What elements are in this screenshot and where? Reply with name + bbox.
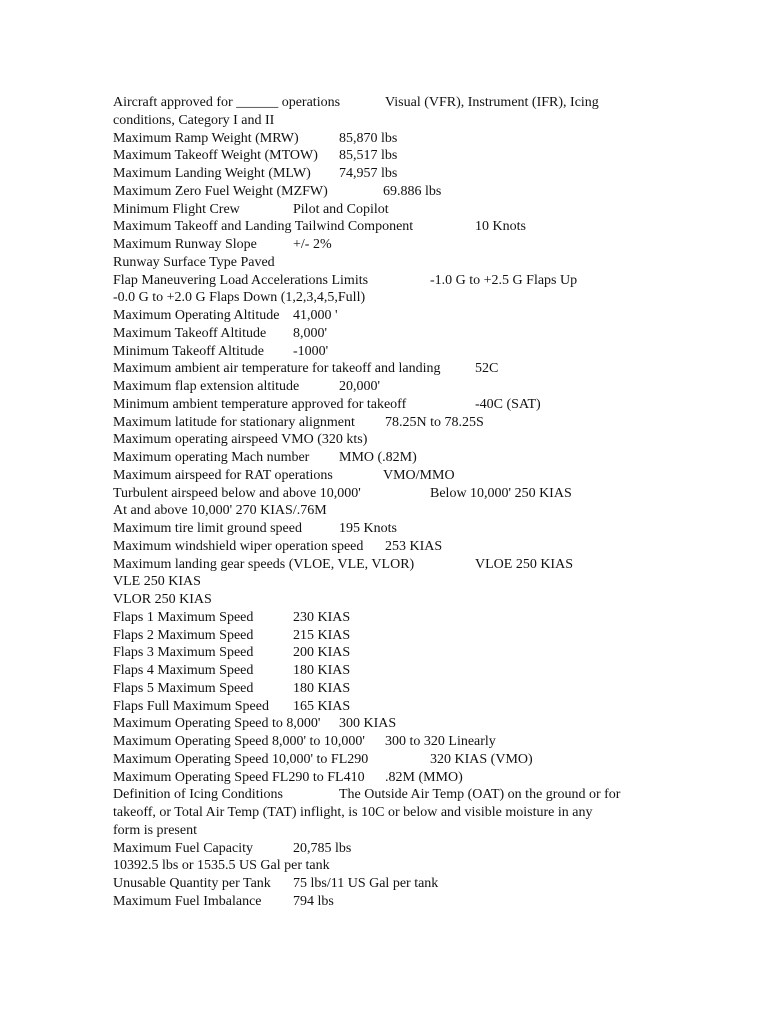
line-label: Maximum flap extension altitude: [113, 379, 300, 394]
document-line: [113, 449, 643, 467]
line-value: 10 Knots: [475, 219, 526, 235]
line-label: At and above 10,000' 270 KIAS/.76M: [113, 503, 327, 519]
line-label: Maximum Operating Speed 10,000' to FL290: [113, 751, 369, 767]
document-body: [113, 94, 643, 911]
document-line: [113, 786, 643, 804]
line-value: 320 KIAS (VMO): [430, 751, 533, 767]
line-value: 69.886 lbs: [383, 183, 442, 199]
document-line: [113, 94, 643, 112]
document-line: [113, 680, 643, 698]
line-label: Flaps 4 Maximum Speed: [113, 663, 254, 678]
document-line: [113, 343, 643, 361]
line-value: 85,870 lbs: [339, 130, 398, 146]
document-line: [113, 414, 643, 432]
line-value: 300 KIAS: [339, 716, 397, 732]
document-line: [113, 804, 643, 822]
line-label: Flaps 3 Maximum Speed: [113, 645, 254, 661]
line-label: Maximum landing gear speeds (VLOE, VLE, VLOR): [113, 556, 415, 572]
line-label: takeoff, or Total Air Temp (TAT) inflight, is 10C or below and visible moisture in any: [113, 805, 593, 820]
line-value: 195 Knots: [339, 521, 397, 536]
line-label: Maximum Ramp Weight (MRW): [113, 130, 299, 146]
line-value: 20,000': [339, 379, 381, 394]
line-label: Maximum latitude for stationary alignment: [113, 414, 355, 430]
document-line: [113, 556, 643, 574]
line-label: Runway Surface Type Paved: [113, 254, 275, 270]
line-label: Maximum Operating Altitude: [113, 308, 280, 323]
line-value: MMO (.82M): [339, 450, 417, 465]
line-value: -1000': [293, 343, 329, 359]
line-value: Pilot and Copilot: [293, 201, 389, 217]
document-line: [113, 165, 643, 183]
line-value: VLOE 250 KIAS: [475, 556, 573, 572]
line-label: Maximum Takeoff Weight (MTOW): [113, 148, 318, 164]
line-label: Turbulent airspeed below and above 10,000': [113, 485, 361, 501]
document-line: [113, 396, 643, 414]
document-line: [113, 130, 643, 148]
line-label: Definition of Icing Conditions: [113, 787, 283, 803]
line-label: Unusable Quantity per Tank: [113, 876, 271, 891]
line-label: Maximum Runway Slope: [113, 237, 257, 252]
document-line: [113, 254, 643, 272]
line-value: -40C (SAT): [475, 396, 541, 412]
line-label: VLE 250 KIAS: [113, 574, 201, 590]
line-value: 215 KIAS: [293, 627, 351, 643]
line-label: Maximum windshield wiper operation speed: [113, 538, 364, 554]
line-label: Flaps 5 Maximum Speed: [113, 680, 254, 696]
line-label: Minimum Flight Crew: [113, 201, 240, 217]
line-value: Visual (VFR), Instrument (IFR), Icing: [385, 95, 599, 110]
line-label: Maximum Operating Speed to 8,000': [113, 716, 321, 732]
line-value: 230 KIAS: [293, 609, 351, 625]
document-line: [113, 857, 643, 875]
line-label: Maximum tire limit ground speed: [113, 521, 302, 536]
document-line: [113, 751, 643, 769]
line-label: Maximum ambient air temperature for takeoff and landing: [113, 361, 441, 377]
line-label: Maximum Operating Speed 8,000' to 10,000': [113, 734, 365, 749]
document-line: [113, 112, 643, 130]
document-line: [113, 183, 643, 201]
line-value: 8,000': [293, 325, 328, 341]
line-value: 78.25N to 78.25S: [385, 414, 484, 430]
line-value: 52C: [475, 361, 499, 377]
document-line: [113, 609, 643, 627]
document-line: [113, 840, 643, 858]
document-line: [113, 591, 643, 609]
document-line: [113, 147, 643, 165]
document-line: [113, 378, 643, 396]
document-line: [113, 289, 643, 307]
document-line: [113, 201, 643, 219]
document-line: [113, 662, 643, 680]
line-label: form is present: [113, 822, 197, 838]
line-label: Minimum Takeoff Altitude: [113, 343, 264, 359]
line-value: Below 10,000' 250 KIAS: [430, 485, 572, 501]
line-value: VMO/MMO: [383, 467, 455, 483]
line-value: 200 KIAS: [293, 645, 351, 661]
line-label: Flaps 2 Maximum Speed: [113, 627, 254, 643]
document-line: [113, 538, 643, 556]
document-line: [113, 218, 643, 236]
line-value: 74,957 lbs: [339, 166, 398, 181]
line-value: 20,785 lbs: [293, 840, 352, 856]
line-label: Maximum Fuel Capacity: [113, 840, 253, 856]
line-label: Maximum operating airspeed VMO (320 kts): [113, 432, 368, 448]
line-value: The Outside Air Temp (OAT) on the ground or for: [339, 787, 621, 803]
line-label: Maximum Fuel Imbalance: [113, 893, 262, 909]
line-label: Aircraft approved for ______ operations: [113, 95, 341, 110]
document-line: [113, 715, 643, 733]
document-line: [113, 733, 643, 751]
document-line: [113, 644, 643, 662]
line-label: Maximum Landing Weight (MLW): [113, 166, 311, 181]
line-value: -1.0 G to +2.5 G Flaps Up: [430, 272, 578, 288]
line-value: 165 KIAS: [293, 698, 351, 714]
line-value: 794 lbs: [293, 893, 334, 909]
line-value: 75 lbs/11 US Gal per tank: [293, 876, 439, 891]
line-value: 180 KIAS: [293, 680, 351, 696]
document-line: [113, 307, 643, 325]
line-label: Maximum Takeoff Altitude: [113, 325, 267, 341]
line-value: 41,000 ': [293, 308, 338, 323]
line-label: 10392.5 lbs or 1535.5 US Gal per tank: [113, 858, 330, 874]
line-label: VLOR 250 KIAS: [113, 592, 212, 607]
document-line: [113, 822, 643, 840]
document-line: [113, 236, 643, 254]
document-line: [113, 502, 643, 520]
line-label: Maximum Operating Speed FL290 to FL410: [113, 769, 365, 785]
document-line: [113, 467, 643, 485]
document-line: [113, 627, 643, 645]
line-label: -0.0 G to +2.0 G Flaps Down (1,2,3,4,5,Full): [113, 290, 366, 306]
line-value: 85,517 lbs: [339, 148, 398, 164]
line-value: 180 KIAS: [293, 663, 351, 678]
line-label: Flap Maneuvering Load Accelerations Limits: [113, 272, 369, 288]
line-label: Maximum Takeoff and Landing Tailwind Component: [113, 219, 414, 235]
document-line: [113, 325, 643, 343]
document-line: [113, 875, 643, 893]
line-label: Flaps 1 Maximum Speed: [113, 609, 254, 625]
line-label: Maximum airspeed for RAT operations: [113, 467, 333, 483]
line-value: 253 KIAS: [385, 538, 443, 554]
document-line: [113, 573, 643, 591]
line-value: .82M (MMO): [385, 769, 463, 785]
line-label: Maximum operating Mach number: [113, 450, 310, 465]
document-line: [113, 485, 643, 503]
document-line: [113, 769, 643, 787]
document-line: [113, 431, 643, 449]
document-line: [113, 360, 643, 378]
document-line: [113, 272, 643, 290]
line-label: Maximum Zero Fuel Weight (MZFW): [113, 183, 328, 199]
document-line: [113, 698, 643, 716]
line-label: conditions, Category I and II: [113, 112, 275, 128]
line-label: Flaps Full Maximum Speed: [113, 698, 269, 714]
line-value: 300 to 320 Linearly: [385, 734, 496, 749]
line-value: +/- 2%: [293, 237, 332, 252]
document-line: [113, 893, 643, 911]
document-line: [113, 520, 643, 538]
line-label: Minimum ambient temperature approved for takeoff: [113, 396, 407, 412]
